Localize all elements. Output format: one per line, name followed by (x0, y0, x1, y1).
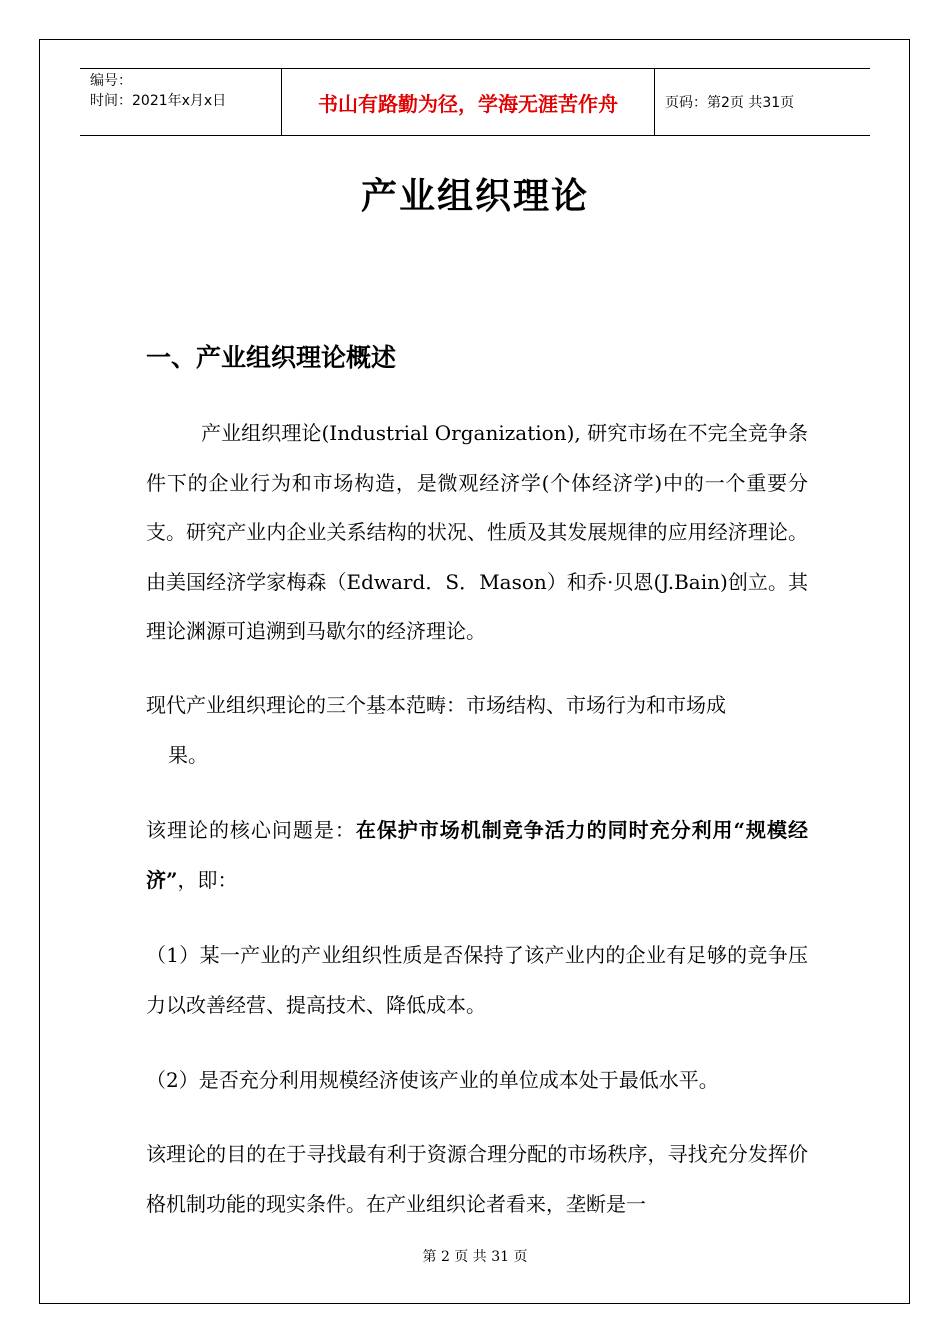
time-label: 时间：2021年x月x日 (90, 93, 227, 109)
number-label: 编号： (90, 73, 132, 89)
paragraph-overview: 产业组织理论(Industrial Organization), 研究市场在不完全竞争条件下的企业行为和市场构造，是微观经济学(个体经济学)中的一个重要分支。研究产业内企业关系结构的状况、性质及其发展规律的应用经济理论。由美国经济学家梅森（Edward．S．Mason）和乔·贝恩(J.Bain)创立。其理论渊源可追溯到马歇尔的经济理论。 (146, 421, 808, 643)
core-question-end: ，即： (177, 867, 238, 892)
list-item-1: （1）某一产业的产业组织性质是否保持了该产业内的企业有足够的竞争压力以改善经营、提高技术、降低成本。 (146, 943, 808, 1017)
list-item-2: （2）是否充分利用规模经济使该产业的单位成本处于最低水平。 (146, 1068, 719, 1092)
paragraph-categories-line2: 果。 (168, 742, 208, 767)
paragraph-categories-line1: 现代产业组织理论的三个基本范畴：市场结构、市场行为和市场成 (146, 693, 726, 717)
header-page-info: 页码：第2页 共31页 (665, 95, 795, 111)
page-footer: 第 2 页 共 31 页 (422, 1249, 528, 1265)
paragraph-purpose: 该理论的目的在于寻找最有利于资源合理分配的市场秩序，寻找充分发挥价格机制功能的现实条件。在产业组织论者看来，垄断是一 (146, 1142, 808, 1216)
header-meta (80, 69, 282, 135)
core-question-emphasis: 在保护市场机制竞争活力的同时充分利用“规模经济” (146, 818, 808, 892)
paragraph-core-question (146, 806, 808, 905)
paragraph-categories (146, 681, 808, 780)
document-title: 产业组织理论 (360, 176, 589, 217)
page-header (80, 68, 870, 136)
section-heading: 一、产业组织理论概述 (146, 343, 397, 372)
header-motto: 书山有路勤为径，学海无涯苦作舟 (282, 69, 655, 135)
core-question-intro: 该理论的核心问题是： (146, 818, 356, 842)
page-frame (39, 39, 910, 1304)
